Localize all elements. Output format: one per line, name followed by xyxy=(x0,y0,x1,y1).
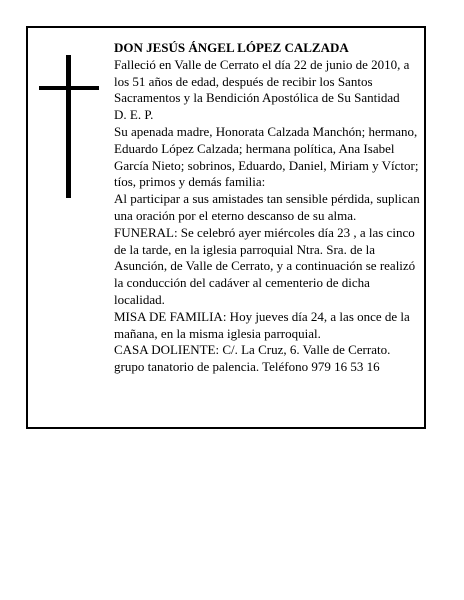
rip-text: D. E. P. xyxy=(114,107,154,123)
cross-icon xyxy=(39,55,99,198)
cross-vertical-bar xyxy=(66,55,71,198)
funeral-home-contact: grupo tanatorio de palencia. Teléfono 979 16 53 16 xyxy=(114,359,380,375)
prayer-request: Al participar a sus amistades tan sensible pérdida, suplican una oración por el eterno descanso de su alma. xyxy=(114,191,420,223)
obituary-text xyxy=(114,40,424,376)
death-notice: Falleció en Valle de Cerrato el día 22 de junio de 2010, a los 51 años de edad, después de recibir los Santos Sacramentos y la Bendición Apostólica de Su Santidad xyxy=(114,56,410,106)
deceased-name: DON JESÚS ÁNGEL LÓPEZ CALZADA xyxy=(114,40,349,55)
mourning-house: CASA DOLIENTE: C/. La Cruz, 6. Valle de Cerrato. xyxy=(114,342,391,358)
family-list: Su apenada madre, Honorata Calzada Manchón; hermano, Eduardo López Calzada; hermana política, Ana Isabel García Nieto; sobrinos, Eduardo, Daniel, Miriam y Víctor; tíos, primos y demás familia: xyxy=(114,123,419,190)
family-mass-info: MISA DE FAMILIA: Hoy jueves día 24, a las once de la mañana, en la misma iglesia parroquial. xyxy=(114,308,410,341)
funeral-info: FUNERAL: Se celebró ayer miércoles día 23 , a las cinco de la tarde, en la iglesia parroquial Ntra. Sra. de la Asunción, de Valle de Cerrato, y a continuación se realizó la conducción del cadáver al cementerio de dicha localidad. xyxy=(114,224,416,307)
obituary-notice xyxy=(26,26,426,429)
cross-horizontal-bar xyxy=(39,86,99,90)
